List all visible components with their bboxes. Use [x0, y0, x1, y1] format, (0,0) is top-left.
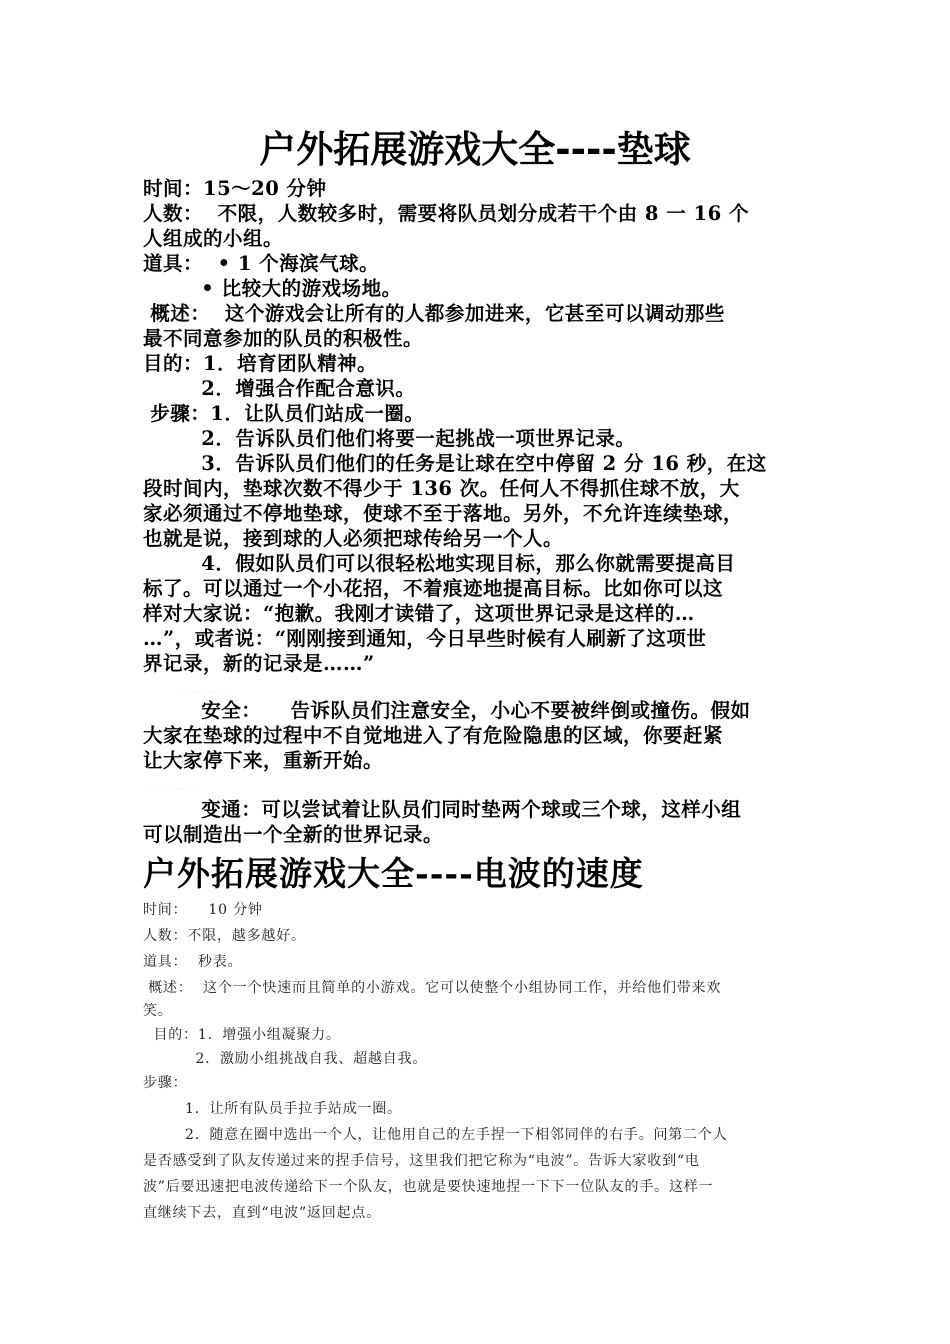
section1-line: 家必须通过不停地垫球，使球不至于落地。另外，不允许连续垫球， — [143, 502, 744, 525]
section1-line: 大家在垫球的过程中不自觉地进入了有危险隐患的区域，你要赶紧 — [143, 724, 724, 747]
section1-line: 4．假如队员们可以很轻松地实现目标，那么你就需要提高目 — [143, 552, 736, 575]
section1-line: 人数： 不限，人数较多时，需要将队员划分成若干个由 8 一 16 个 — [143, 202, 749, 225]
section2-line: 2．激励小组挑战自我、超越自我。 — [143, 1051, 428, 1067]
section2-line: 笑。 — [143, 1003, 173, 1019]
section2-line: 时间： 10 分钟 — [143, 902, 263, 918]
section1-line: 样对大家说：“抱歉。我刚才读错了，这项世界记录是这样的… — [143, 602, 695, 625]
section2-line: 波”后要迅速把电波传递给下一个队友，也就是要快速地捏一下下一位队友的手。这样一 — [143, 1179, 714, 1195]
section2-line: 人数：不限，越多越好。 — [143, 928, 306, 944]
section1-line: 2．告诉队员们他们将要一起挑战一项世界记录。 — [143, 427, 636, 450]
section1-line: 最不同意参加的队员的积极性。 — [143, 327, 424, 350]
section2-line: 直继续下去，直到“电波”返回起点。 — [143, 1205, 381, 1221]
faint-watermark: ·· ·· ·· ·· — [150, 783, 200, 796]
section1-line: 让大家停下来，重新开始。 — [143, 749, 384, 772]
section2-line: 2．随意在圈中选出一个人，让他用自己的左手捏一下相邻同伴的右手。问第二个人 — [143, 1127, 728, 1143]
section2-line: 目的：1．增强小组凝聚力。 — [143, 1027, 341, 1043]
section1-line: …”，或者说：“刚刚接到通知，今日早些时候有人刷新了这项世 — [143, 627, 707, 650]
section2-line: 1．让所有队员手拉手站成一圈。 — [143, 1101, 402, 1117]
section1-line: 道具： • 1 个海滨气球。 — [143, 252, 380, 275]
section2-title: 户外拓展游戏大全----电波的速度 — [143, 854, 644, 893]
section1-line: 段时间内，垫球次数不得少于 136 次。任何人不得抓住球不放，大 — [143, 477, 740, 500]
section1-line: 时间：15～20 分钟 — [143, 177, 327, 200]
section1-line: 2．增强合作配合意识。 — [143, 377, 416, 400]
section1-line: 界记录，新的记录是……” — [143, 652, 375, 675]
section1-line: 步骤：1．让队员们站成一圈。 — [143, 402, 425, 425]
section2-line: 概述： 这个一个快速而且简单的小游戏。它可以使整个小组协同工作，并给他们带来欢 — [143, 980, 722, 996]
section1-line: 标了。可以通过一个小花招，不着痕迹地提高目标。比如你可以这 — [143, 577, 724, 600]
faint-watermark: ·· ·· ·· ·· — [180, 686, 230, 699]
section2-line: 步骤： — [143, 1075, 188, 1091]
section1-line: 目的：1．培育团队精神。 — [143, 352, 378, 375]
section1-line: 可以制造出一个全新的世界记录。 — [143, 823, 444, 846]
section2-line: 道具： 秒表。 — [143, 954, 243, 970]
section1-line: 人组成的小组。 — [143, 227, 284, 250]
section1-title: 户外拓展游戏大全----垫球 — [259, 128, 691, 171]
section1-line: 也就是说，接到球的人必须把球传给另一个人。 — [143, 527, 564, 550]
section1-line: 安全： 告诉队员们注意安全，小心不要被绊倒或撞伤。假如 — [143, 699, 751, 722]
section1-line: 变通：可以尝试着让队员们同时垫两个球或三个球，这样小组 — [143, 798, 742, 821]
section1-line: • 比较大的游戏场地。 — [143, 277, 402, 300]
section1-line: 3．告诉队员们他们的任务是让球在空中停留 2 分 16 秒，在这 — [143, 452, 767, 475]
section1-line: 概述： 这个游戏会让所有的人都参加进来，它甚至可以调动那些 — [143, 302, 725, 325]
section2-line: 是否感受到了队友传递过来的捏手信号，这里我们把它称为“电波”。告诉大家收到“电 — [143, 1153, 700, 1169]
